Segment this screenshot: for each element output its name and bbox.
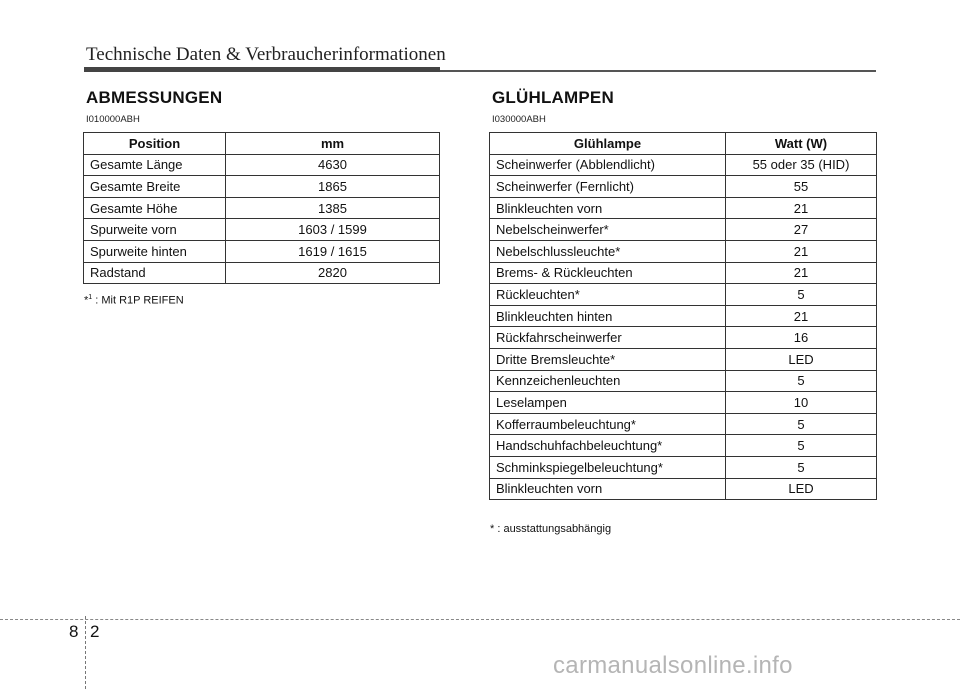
bulbs-footnote: * : ausstattungsabhängig xyxy=(490,523,612,535)
row-label: Rückleuchten* xyxy=(490,284,726,306)
row-value: 10 xyxy=(726,392,877,414)
table-row xyxy=(490,478,877,500)
row-value: 27 xyxy=(726,219,877,241)
table-row xyxy=(490,219,877,241)
table-header-row xyxy=(84,133,440,155)
table-row xyxy=(490,154,877,176)
footer-dashed-rule xyxy=(0,619,960,621)
row-label: Gesamte Höhe xyxy=(84,197,226,219)
column-header-bulb: Glühlampe xyxy=(490,133,726,155)
row-label: Spurweite vorn xyxy=(84,219,226,241)
row-value: 5 xyxy=(726,284,877,306)
row-value: LED xyxy=(726,348,877,370)
table-row xyxy=(84,197,440,219)
row-label: Blinkleuchten vorn xyxy=(490,478,726,500)
column-header-watt: Watt (W) xyxy=(726,133,877,155)
row-value: 21 xyxy=(726,240,877,262)
table-row xyxy=(84,240,440,262)
bulbs-code: I030000ABH xyxy=(492,114,546,125)
row-label: Blinkleuchten hinten xyxy=(490,305,726,327)
row-label: Kofferraumbeleuchtung* xyxy=(490,413,726,435)
row-value: LED xyxy=(726,478,877,500)
table-row xyxy=(490,348,877,370)
bulbs-table xyxy=(489,132,877,500)
row-label: Nebelscheinwerfer* xyxy=(490,219,726,241)
row-value: 5 xyxy=(726,456,877,478)
row-value: 1619 / 1615 xyxy=(226,240,440,262)
column-header-mm: mm xyxy=(226,133,440,155)
row-label: Scheinwerfer (Fernlicht) xyxy=(490,176,726,198)
row-value: 2820 xyxy=(226,262,440,284)
table-row xyxy=(84,219,440,241)
row-value: 55 xyxy=(726,176,877,198)
row-value: 1865 xyxy=(226,176,440,198)
header-rule-thick xyxy=(84,67,440,72)
table-row xyxy=(84,176,440,198)
table-row xyxy=(490,413,877,435)
table-row xyxy=(490,262,877,284)
footnote-superscript: 1 xyxy=(88,294,93,301)
table-row xyxy=(490,305,877,327)
row-label: Rückfahrscheinwerfer xyxy=(490,327,726,349)
table-header-row xyxy=(490,133,877,155)
row-value: 1385 xyxy=(226,197,440,219)
column-header-position: Position xyxy=(84,133,226,155)
dimensions-table xyxy=(83,132,440,284)
row-label: Schminkspiegelbeleuchtung* xyxy=(490,456,726,478)
table-row xyxy=(490,240,877,262)
table-row xyxy=(490,370,877,392)
row-value: 1603 / 1599 xyxy=(226,219,440,241)
row-label: Scheinwerfer (Abblendlicht) xyxy=(490,154,726,176)
table-row xyxy=(84,262,440,284)
table-row xyxy=(490,197,877,219)
row-label: Dritte Bremsleuchte* xyxy=(490,348,726,370)
dimensions-footnote xyxy=(84,294,184,307)
row-value: 5 xyxy=(726,370,877,392)
row-label: Gesamte Breite xyxy=(84,176,226,198)
bulbs-title: GLÜHLAMPEN xyxy=(492,88,614,107)
row-label: Nebelschlussleuchte* xyxy=(490,240,726,262)
dimensions-title: ABMESSUNGEN xyxy=(86,88,223,107)
row-label: Spurweite hinten xyxy=(84,240,226,262)
row-label: Gesamte Länge xyxy=(84,154,226,176)
table-row xyxy=(490,176,877,198)
table-row xyxy=(490,456,877,478)
table-row xyxy=(490,392,877,414)
row-label: Handschuhfachbeleuchtung* xyxy=(490,435,726,457)
page-header-title: Technische Daten & Verbraucherinformationen xyxy=(86,44,446,65)
row-label: Blinkleuchten vorn xyxy=(490,197,726,219)
table-row xyxy=(490,284,877,306)
table-row xyxy=(490,435,877,457)
row-label: Leselampen xyxy=(490,392,726,414)
row-value: 4630 xyxy=(226,154,440,176)
footnote-text: : Mit R1P REIFEN xyxy=(95,294,184,307)
row-label: Radstand xyxy=(84,262,226,284)
row-value: 5 xyxy=(726,435,877,457)
watermark: carmanualsonline.info xyxy=(553,652,793,679)
page-number: 2 xyxy=(90,622,100,641)
footer-vertical-rule xyxy=(85,616,87,689)
row-value: 55 oder 35 (HID) xyxy=(726,154,877,176)
row-label: Brems- & Rückleuchten xyxy=(490,262,726,284)
row-value: 21 xyxy=(726,262,877,284)
row-value: 5 xyxy=(726,413,877,435)
dimensions-code: I010000ABH xyxy=(86,114,140,125)
row-value: 16 xyxy=(726,327,877,349)
row-value: 21 xyxy=(726,305,877,327)
table-row xyxy=(490,327,877,349)
footnote-mark: * xyxy=(84,294,89,307)
row-label: Kennzeichenleuchten xyxy=(490,370,726,392)
row-value: 21 xyxy=(726,197,877,219)
header-rule-thin xyxy=(440,70,876,72)
chapter-number: 8 xyxy=(69,622,79,641)
table-row xyxy=(84,154,440,176)
